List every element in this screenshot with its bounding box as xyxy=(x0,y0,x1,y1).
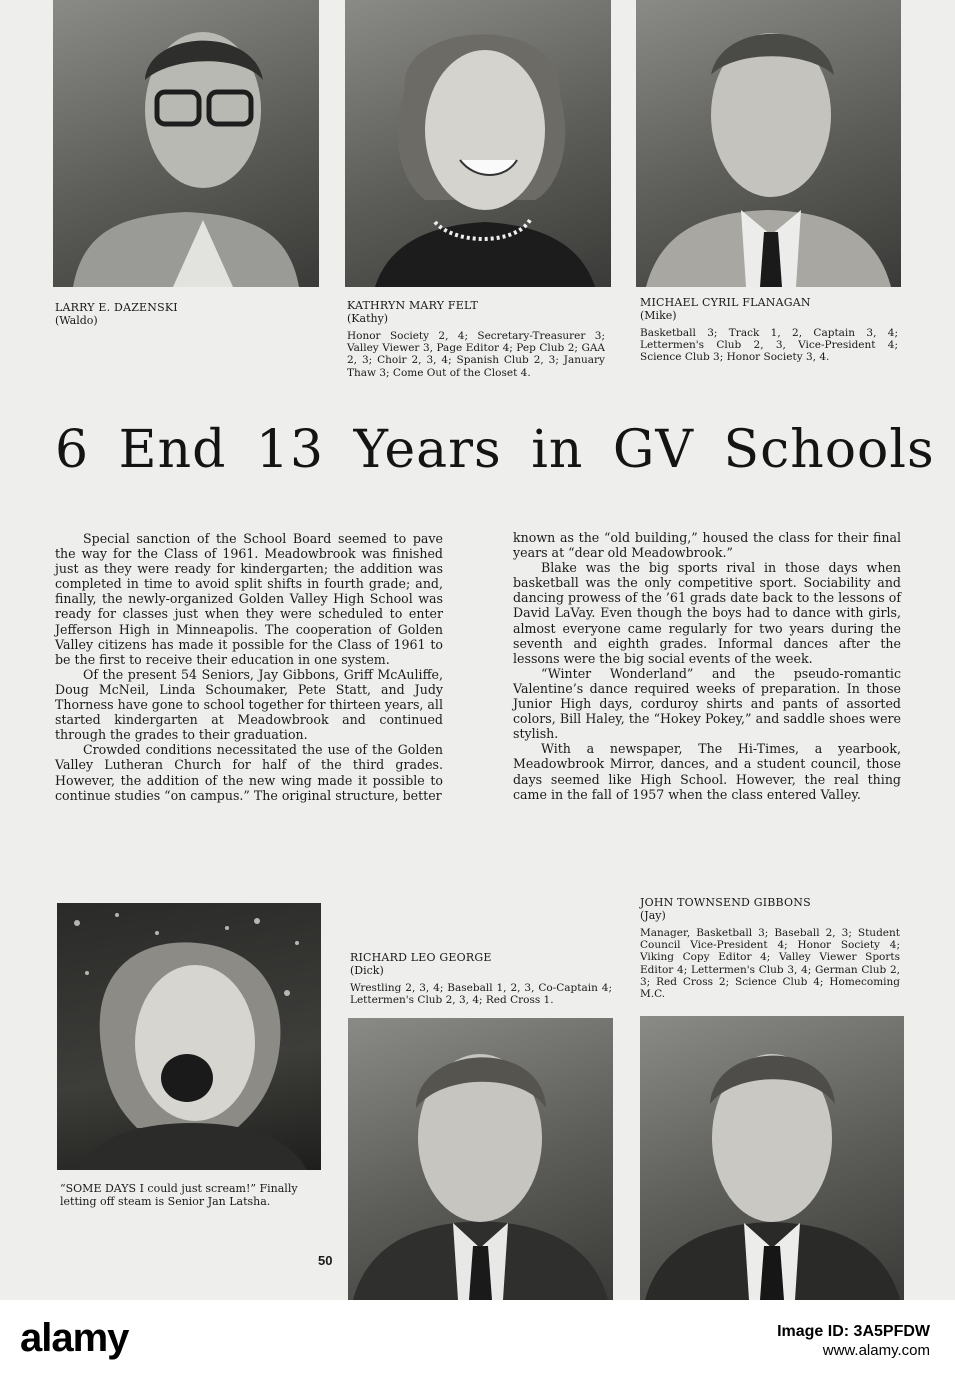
article-paragraph: With a newspaper, The Hi-Times, a yearbook, Meadowbrook Mirror, dances, and a student council, those days seemed like High School. However, the real thing came in the fall of 1957 when the class entered Valley. xyxy=(513,741,901,802)
article-paragraph: “Winter Wonderland” and the pseudo-romantic Valentine’s dance required weeks of preparation. In those Junior High days, corduroy shirts and pants of assorted colors, Bill Haley, the “Hokey Pokey,” and saddle shoes were stylish. xyxy=(513,665,901,742)
portrait-photo-gibbons xyxy=(640,1016,904,1300)
article-paragraph: Special sanction of the School Board seemed to pave the way for the Class of 1961. Meadowbrook was finished just as they were ready for kindergarten; the addition was completed in time to avoid split shifts in fourth grade; and, finally, the newly-organized Golden Valley High School was ready for classes just when they were scheduled to enter Jefferson High in Minneapolis. The cooperation of Golden Valley citizens has made it possible for the Class of 1961 to be the first to receive their education in one system. xyxy=(55,531,443,667)
student-activities-felt: Honor Society 2, 4; Secretary-Treasurer 3; Valley Viewer 3, Page Editor 4; Pep Club 2; GAA 2, 3; Choir 2, 3, 4; Spanish Club 2, 3; January Thaw 3; Come Out of the Closet 4. xyxy=(347,330,605,379)
student-nickname-gibbons: (Jay) xyxy=(640,909,666,922)
candid-silhouette xyxy=(57,903,321,1170)
article-headline: 6 End 13 Years in GV Schools xyxy=(55,420,935,480)
student-name-george: RICHARD LEO GEORGE xyxy=(350,951,492,964)
portrait-silhouette xyxy=(348,1018,613,1300)
article-paragraph-continued: known as the “old building,” housed the class for their final years at “dear old Meadowbrook.” xyxy=(513,530,901,561)
portrait-photo-george xyxy=(348,1018,613,1300)
stock-site-url: www.alamy.com xyxy=(822,1342,930,1359)
student-name-flanagan: MICHAEL CYRIL FLANAGAN xyxy=(640,296,811,309)
portrait-photo-dazenski xyxy=(53,0,319,287)
page-number: 50 xyxy=(318,1253,333,1268)
stock-image-id: Image ID: 3A5PFDW xyxy=(777,1323,930,1340)
stock-brand-logo: alamy xyxy=(20,1316,129,1360)
article-column-left xyxy=(55,531,443,803)
student-name-dazenski: LARRY E. DAZENSKI xyxy=(55,301,178,314)
portrait-photo-felt xyxy=(345,0,611,287)
portrait-silhouette xyxy=(636,0,901,287)
student-name-felt: KATHRYN MARY FELT xyxy=(347,299,479,312)
article-paragraph: Of the present 54 Seniors, Jay Gibbons, Griff McAuliffe, Doug McNeil, Linda Schoumaker, Pete Statt, and Judy Thorness have gone to school together for thirteen years, all started kindergarten at Meadowbrook and continued through the grades to their graduation. xyxy=(55,666,443,743)
article-paragraph: Crowded conditions necessitated the use of the Golden Valley Lutheran Church for half of the third grades. However, the addition of the new wing made it possible to continue studies “on campus.” The original structure, better xyxy=(55,742,443,803)
student-nickname-george: (Dick) xyxy=(350,964,384,977)
stock-image-info xyxy=(777,1322,930,1360)
candid-photo-screaming-student xyxy=(57,903,321,1170)
portrait-photo-flanagan xyxy=(636,0,901,287)
portrait-silhouette xyxy=(640,1016,904,1300)
candid-photo-caption: “SOME DAYS I could just scream!” Finally letting off steam is Senior Jan Latsha. xyxy=(60,1182,298,1208)
student-activities-george: Wrestling 2, 3, 4; Baseball 1, 2, 3, Co-Captain 4; Lettermen's Club 2, 3, 4; Red Cross 1. xyxy=(350,982,612,1007)
student-name-gibbons: JOHN TOWNSEND GIBBONS xyxy=(640,896,811,909)
portrait-silhouette xyxy=(345,0,611,287)
article-column-right xyxy=(513,530,901,802)
student-activities-flanagan: Basketball 3; Track 1, 2, Captain 3, 4; Lettermen's Club 2, 3, Vice-President 4; Science Club 3; Honor Society 3, 4. xyxy=(640,327,898,364)
portrait-silhouette xyxy=(53,0,319,287)
article-paragraph: Blake was the big sports rival in those days when basketball was the only competitive sport. Sociability and dancing prowess of the ’61 grads date back to the lessons of David LaVay. Even though the boys had to dance with girls, almost everyone came regularly for two years during the seventh and eighth grades. Informal dances after the lessons were the big social events of the week. xyxy=(513,560,901,666)
student-nickname-dazenski: (Waldo) xyxy=(55,314,98,327)
student-nickname-flanagan: (Mike) xyxy=(640,309,677,322)
student-activities-gibbons: Manager, Basketball 3; Baseball 2, 3; Student Council Vice-President 4; Honor Society 4; Viking Copy Editor 4; Valley Viewer Sports Editor 4; Lettermen's Club 3, 4; German Club 2, 3; Red Cross 2; Science Club 4; Homecoming M.C. xyxy=(640,927,900,1001)
student-nickname-felt: (Kathy) xyxy=(347,312,389,325)
